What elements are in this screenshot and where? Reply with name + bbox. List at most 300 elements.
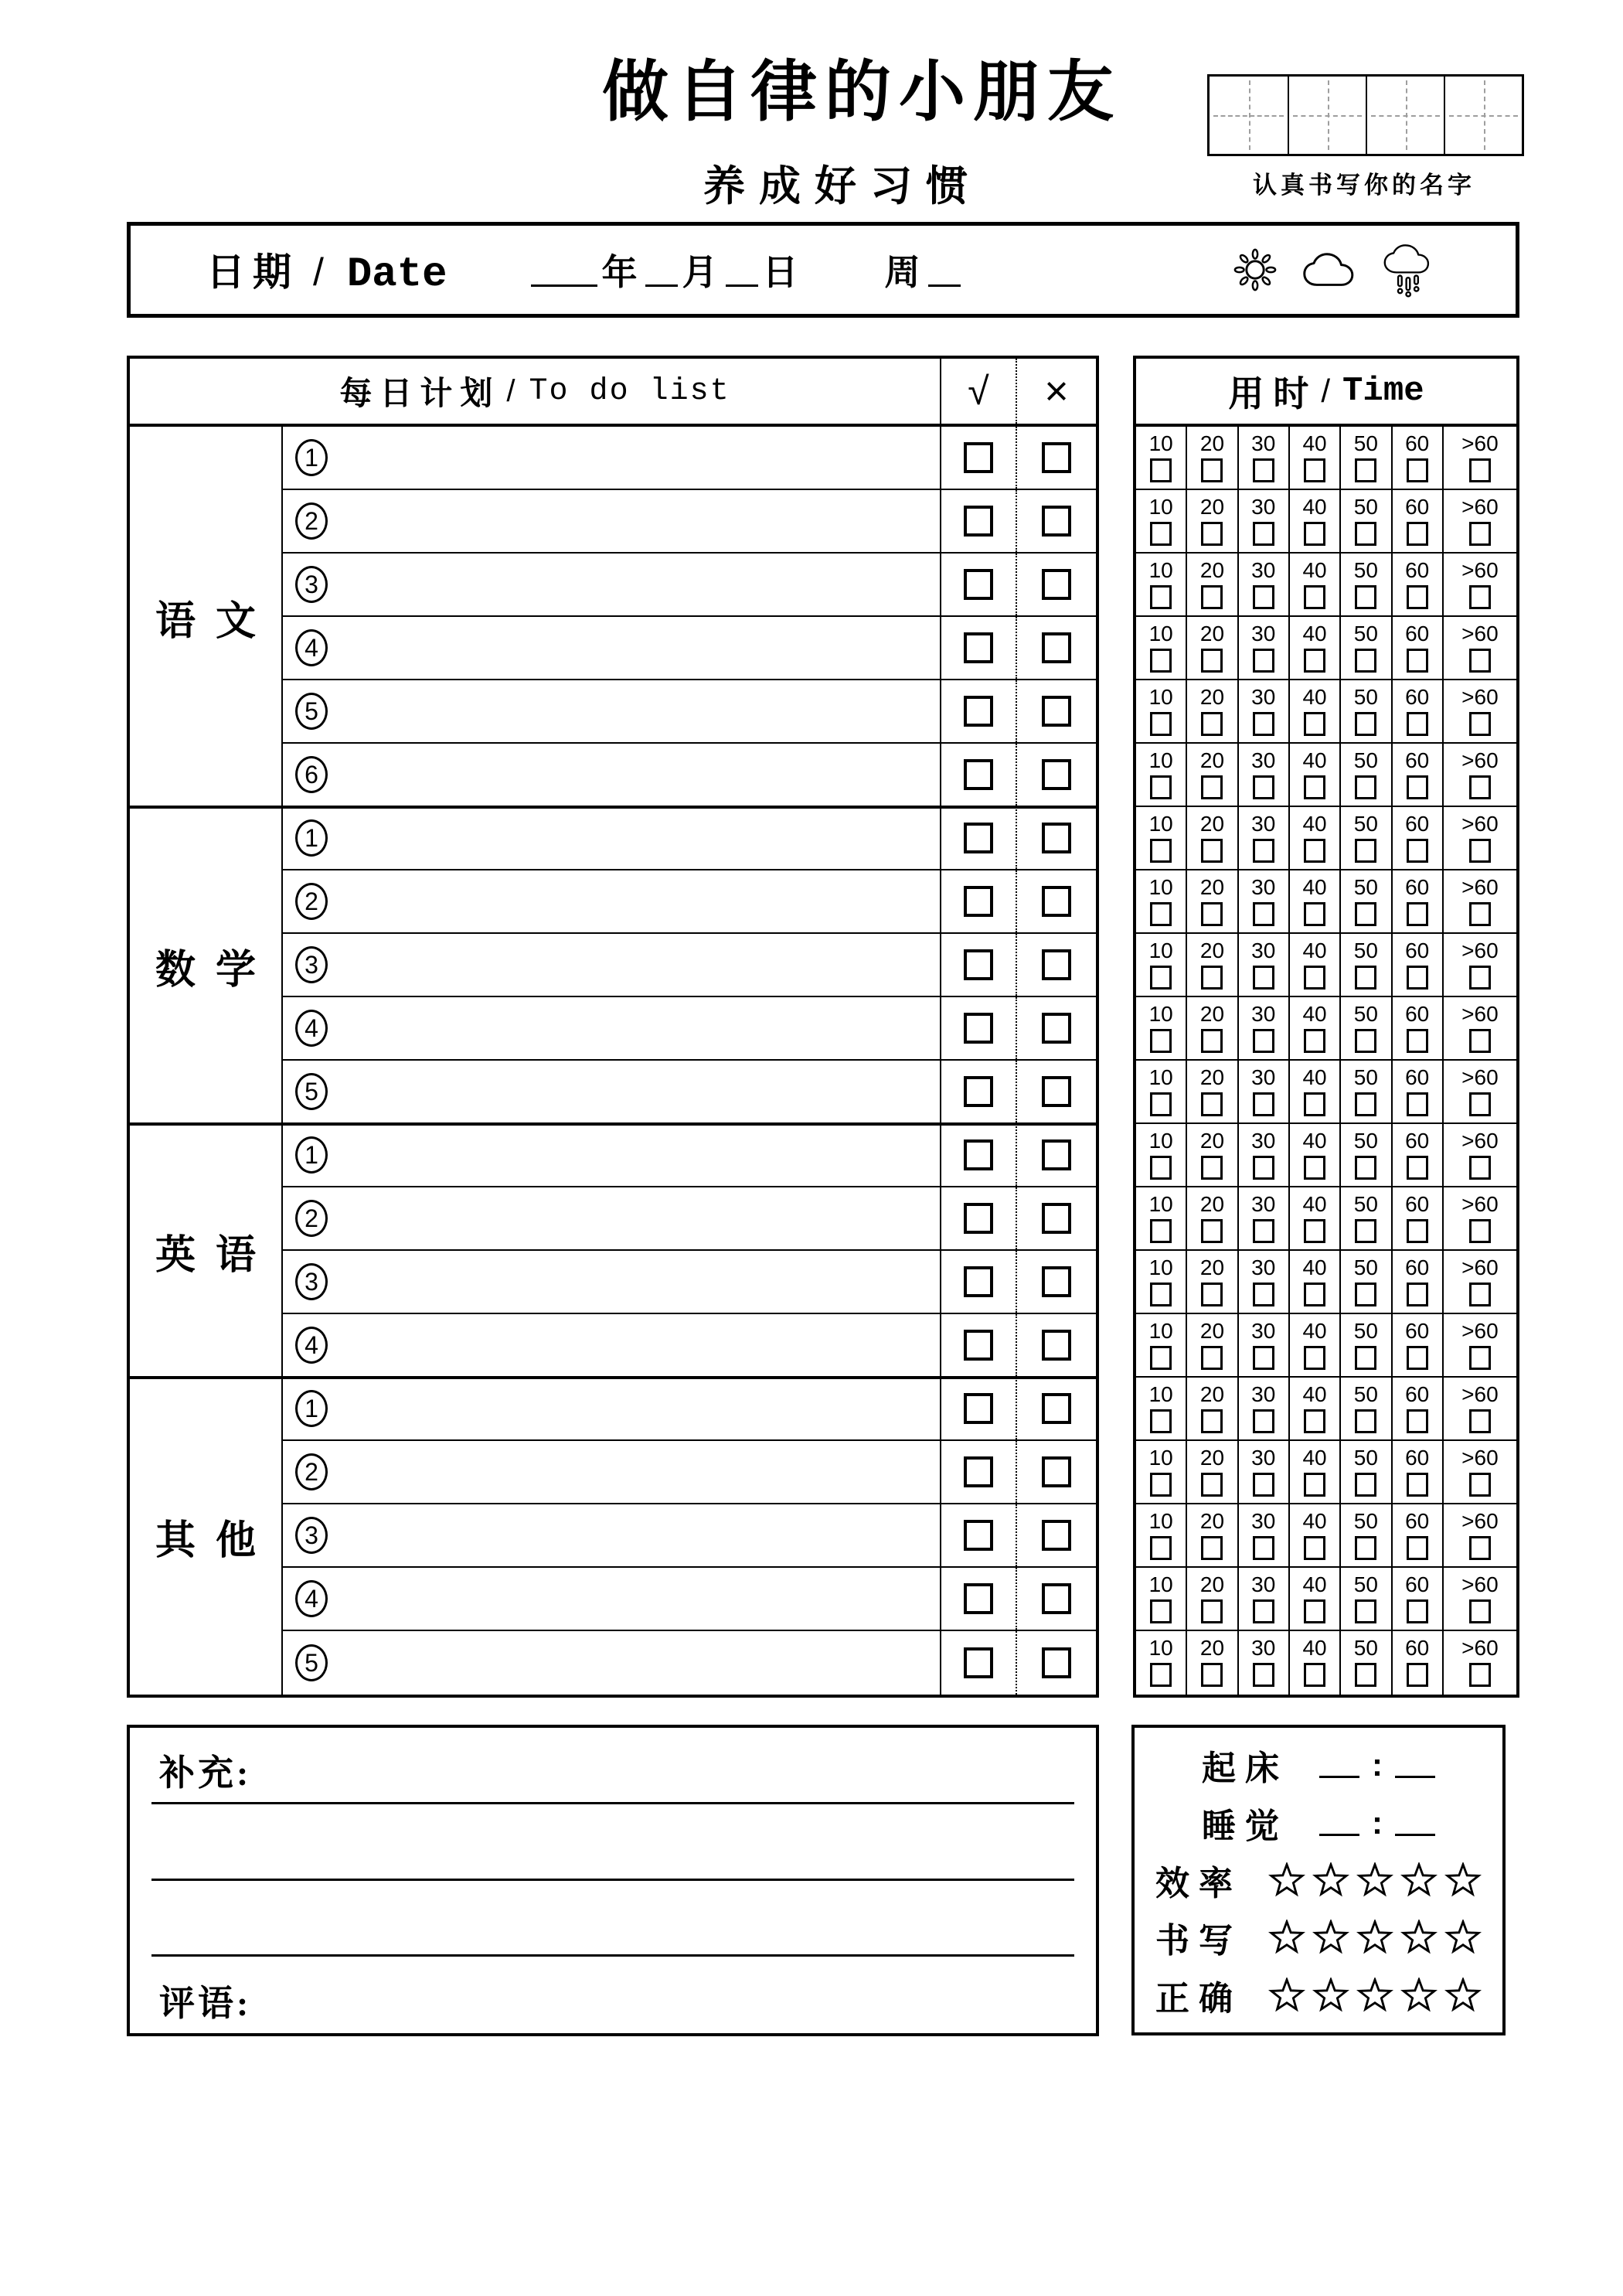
time-cell (1136, 1504, 1187, 1566)
time-checkbox[interactable] (1469, 649, 1491, 673)
time-checkbox[interactable] (1407, 1092, 1428, 1116)
time-checkbox[interactable] (1304, 522, 1325, 546)
time-checkbox[interactable] (1150, 1473, 1172, 1497)
time-checkbox[interactable] (1355, 585, 1376, 609)
hour-blank[interactable] (1319, 1752, 1359, 1778)
not-done-checkbox[interactable] (1042, 1076, 1071, 1107)
time-checkbox[interactable] (1407, 1346, 1428, 1370)
done-checkbox[interactable] (964, 886, 993, 917)
task-input-line[interactable] (328, 744, 940, 806)
time-checkbox[interactable] (1407, 902, 1428, 926)
time-value-label: 60 (1405, 558, 1430, 582)
time-checkbox[interactable] (1469, 1536, 1491, 1560)
time-cell (1136, 1251, 1187, 1313)
time-checkbox[interactable] (1150, 522, 1172, 546)
done-checkbox[interactable] (964, 1456, 993, 1487)
time-value-label: >60 (1461, 431, 1499, 455)
time-checkbox[interactable] (1355, 775, 1376, 799)
time-checkbox[interactable] (1355, 712, 1376, 736)
time-checkbox[interactable] (1407, 649, 1428, 673)
time-checkbox[interactable] (1150, 458, 1172, 482)
task-input-line[interactable] (328, 1124, 940, 1186)
time-cell (1444, 554, 1516, 615)
time-checkbox[interactable] (1253, 1409, 1274, 1433)
time-checkbox[interactable] (1150, 1283, 1172, 1306)
done-checkbox[interactable] (964, 442, 993, 473)
section-rows (283, 427, 1096, 807)
not-done-checkbox[interactable] (1042, 442, 1071, 473)
time-value-label: 40 (1302, 1509, 1327, 1533)
todo-row (283, 427, 1096, 490)
time-checkbox[interactable] (1253, 458, 1274, 482)
time-cell (1393, 807, 1444, 869)
minute-blank[interactable] (1395, 1810, 1435, 1836)
not-done-checkbox[interactable] (1042, 759, 1071, 790)
time-checkbox[interactable] (1201, 458, 1223, 482)
done-checkbox[interactable] (964, 949, 993, 980)
time-checkbox[interactable] (1150, 775, 1172, 799)
star-icon[interactable] (1312, 1862, 1349, 1898)
time-checkbox[interactable] (1469, 1663, 1491, 1687)
time-cell (1341, 554, 1392, 615)
task-input-line[interactable] (328, 427, 940, 489)
time-checkbox[interactable] (1150, 839, 1172, 863)
time-checkbox[interactable] (1253, 775, 1274, 799)
rain-icon[interactable] (1380, 242, 1438, 298)
time-checkbox[interactable] (1253, 712, 1274, 736)
time-checkbox[interactable] (1304, 1219, 1325, 1243)
time-checkbox[interactable] (1150, 1092, 1172, 1116)
star-icon[interactable] (1356, 1862, 1393, 1898)
not-done-checkbox[interactable] (1042, 1203, 1071, 1234)
time-cell (1341, 807, 1392, 869)
time-checkbox[interactable] (1150, 1536, 1172, 1560)
task-input-line[interactable] (328, 1251, 940, 1313)
done-cell (940, 1314, 1016, 1376)
star-icon[interactable] (1400, 1862, 1438, 1898)
time-checkbox[interactable] (1150, 649, 1172, 673)
time-value-label: 50 (1353, 431, 1378, 455)
time-checkbox[interactable] (1469, 1599, 1491, 1623)
done-cell (940, 1441, 1016, 1503)
not-done-cell (1016, 1504, 1096, 1566)
time-cell (1444, 807, 1516, 869)
done-checkbox[interactable] (964, 1393, 993, 1424)
time-checkbox[interactable] (1150, 1599, 1172, 1623)
time-checkbox[interactable] (1469, 1156, 1491, 1180)
time-cell (1290, 1314, 1341, 1376)
task-input-line[interactable] (328, 554, 940, 615)
time-checkbox[interactable] (1469, 1409, 1491, 1433)
time-cell (1393, 680, 1444, 742)
time-checkbox[interactable] (1201, 1283, 1223, 1306)
task-input-line[interactable] (328, 807, 940, 869)
cloud-icon[interactable] (1299, 250, 1358, 289)
time-checkbox[interactable] (1355, 1663, 1376, 1687)
not-done-cell (1016, 680, 1096, 742)
day-label: 日 (762, 253, 798, 292)
time-checkbox[interactable] (1469, 712, 1491, 736)
todo-section (130, 427, 1096, 807)
done-cell (940, 1631, 1016, 1695)
not-done-checkbox[interactable] (1042, 1266, 1071, 1297)
time-value-label: 20 (1199, 1572, 1225, 1596)
done-checkbox[interactable] (964, 506, 993, 537)
note-line[interactable] (151, 1954, 1074, 1957)
time-checkbox[interactable] (1201, 522, 1223, 546)
time-checkbox[interactable] (1469, 775, 1491, 799)
time-checkbox[interactable] (1304, 1092, 1325, 1116)
time-checkbox[interactable] (1355, 1536, 1376, 1560)
time-checkbox[interactable] (1253, 649, 1274, 673)
done-checkbox[interactable] (964, 823, 993, 853)
time-checkbox[interactable] (1469, 522, 1491, 546)
note-line[interactable] (151, 1879, 1074, 1881)
done-checkbox[interactable] (964, 632, 993, 663)
time-checkbox[interactable] (1469, 1092, 1491, 1116)
time-checkbox[interactable] (1407, 585, 1428, 609)
time-value-label: 30 (1251, 1192, 1276, 1216)
time-checkbox[interactable] (1150, 585, 1172, 609)
done-checkbox[interactable] (964, 1203, 993, 1234)
day-blank[interactable] (726, 253, 758, 287)
time-checkbox[interactable] (1304, 966, 1325, 990)
time-checkbox[interactable] (1253, 839, 1274, 863)
time-checkbox[interactable] (1150, 902, 1172, 926)
time-checkbox[interactable] (1355, 1219, 1376, 1243)
hour-blank[interactable] (1319, 1810, 1359, 1836)
not-done-checkbox[interactable] (1042, 823, 1071, 853)
week-blank[interactable] (928, 253, 961, 287)
done-cell (940, 997, 1016, 1059)
time-checkbox[interactable] (1150, 1029, 1172, 1053)
time-checkbox[interactable] (1253, 522, 1274, 546)
task-input-line[interactable] (328, 870, 940, 932)
time-checkbox[interactable] (1253, 1346, 1274, 1370)
todo-row (283, 554, 1096, 617)
not-done-checkbox[interactable] (1042, 506, 1071, 537)
time-value-label: 30 (1251, 622, 1276, 646)
time-value-label: 20 (1199, 748, 1225, 772)
not-done-checkbox[interactable] (1042, 696, 1071, 727)
time-checkbox[interactable] (1407, 775, 1428, 799)
not-done-checkbox[interactable] (1042, 632, 1071, 663)
time-checkbox[interactable] (1469, 1346, 1491, 1370)
year-blank[interactable] (531, 253, 597, 287)
time-cell (1341, 744, 1392, 806)
done-checkbox[interactable] (964, 1266, 993, 1297)
time-checkbox[interactable] (1407, 1409, 1428, 1433)
name-box[interactable] (1366, 77, 1444, 154)
time-value-label: 50 (1353, 622, 1378, 646)
time-checkbox[interactable] (1304, 585, 1325, 609)
summary-row (1135, 1913, 1502, 1962)
task-input-line[interactable] (328, 934, 940, 996)
time-checkbox[interactable] (1355, 1029, 1376, 1053)
note-line[interactable] (151, 1802, 1074, 1804)
time-value-label: 10 (1148, 1636, 1173, 1660)
time-checkbox[interactable] (1150, 1346, 1172, 1370)
done-checkbox[interactable] (964, 569, 993, 600)
time-value-label: 20 (1199, 1636, 1225, 1660)
time-checkbox[interactable] (1150, 1409, 1172, 1433)
time-checkbox[interactable] (1355, 1092, 1376, 1116)
time-checkbox[interactable] (1355, 1473, 1376, 1497)
time-value-label: 40 (1302, 1446, 1327, 1470)
time-value-label: 60 (1405, 685, 1430, 709)
not-done-checkbox[interactable] (1042, 1330, 1071, 1361)
star-icon[interactable] (1400, 1920, 1438, 1955)
time-checkbox[interactable] (1407, 1156, 1428, 1180)
time-checkbox[interactable] (1407, 712, 1428, 736)
time-checkbox[interactable] (1304, 1029, 1325, 1053)
time-checkbox[interactable] (1407, 1219, 1428, 1243)
done-cell (940, 807, 1016, 869)
month-blank[interactable] (645, 253, 678, 287)
done-checkbox[interactable] (964, 1647, 993, 1678)
time-checkbox[interactable] (1201, 649, 1223, 673)
time-checkbox[interactable] (1304, 775, 1325, 799)
time-value-label: 60 (1405, 812, 1430, 836)
time-value-label: 40 (1302, 1002, 1327, 1026)
time-checkbox[interactable] (1201, 1156, 1223, 1180)
time-checkbox[interactable] (1253, 1283, 1274, 1306)
time-checkbox[interactable] (1355, 902, 1376, 926)
time-value-label: 10 (1148, 1446, 1173, 1470)
summary-label: 书写 (1155, 1922, 1242, 1960)
time-value-label: 20 (1199, 938, 1225, 962)
star-icon[interactable] (1356, 1977, 1393, 2013)
time-checkbox[interactable] (1150, 1156, 1172, 1180)
task-input-line[interactable] (328, 680, 940, 742)
not-done-checkbox[interactable] (1042, 1647, 1071, 1678)
time-cell (1444, 1631, 1516, 1695)
time-checkbox[interactable] (1407, 966, 1428, 990)
not-done-checkbox[interactable] (1042, 1520, 1071, 1551)
task-input-line[interactable] (328, 997, 940, 1059)
time-checkbox[interactable] (1201, 1346, 1223, 1370)
star-icon[interactable] (1268, 1862, 1305, 1898)
time-checkbox[interactable] (1469, 902, 1491, 926)
not-done-checkbox[interactable] (1042, 949, 1071, 980)
time-checkbox[interactable] (1469, 1219, 1491, 1243)
done-cell (940, 1378, 1016, 1439)
time-cell (1444, 1124, 1516, 1186)
time-checkbox[interactable] (1304, 1283, 1325, 1306)
time-checkbox[interactable] (1201, 839, 1223, 863)
time-checkbox[interactable] (1201, 585, 1223, 609)
task-input-line[interactable] (328, 617, 940, 679)
todo-row (283, 1378, 1096, 1441)
time-value-label: 50 (1353, 748, 1378, 772)
name-box[interactable] (1210, 77, 1288, 154)
time-checkbox[interactable] (1355, 839, 1376, 863)
time-checkbox[interactable] (1253, 585, 1274, 609)
time-checkbox[interactable] (1201, 1599, 1223, 1623)
name-box[interactable] (1444, 77, 1522, 154)
not-done-checkbox[interactable] (1042, 1013, 1071, 1044)
time-checkbox[interactable] (1407, 1283, 1428, 1306)
done-checkbox[interactable] (964, 1520, 993, 1551)
time-checkbox[interactable] (1355, 649, 1376, 673)
task-input-line[interactable] (328, 1568, 940, 1630)
star-icon[interactable] (1444, 1862, 1482, 1898)
time-value-label: >60 (1461, 1319, 1499, 1343)
time-checkbox[interactable] (1253, 1599, 1274, 1623)
time-checkbox[interactable] (1253, 1473, 1274, 1497)
time-checkbox[interactable] (1355, 966, 1376, 990)
done-checkbox[interactable] (964, 1583, 993, 1614)
time-checkbox[interactable] (1407, 1473, 1428, 1497)
star-icon[interactable] (1312, 1977, 1349, 2013)
time-checkbox[interactable] (1355, 458, 1376, 482)
time-checkbox[interactable] (1469, 966, 1491, 990)
time-cell (1136, 1441, 1187, 1503)
time-checkbox[interactable] (1253, 1219, 1274, 1243)
todo-row (283, 1124, 1096, 1187)
time-checkbox[interactable] (1201, 1029, 1223, 1053)
time-checkbox[interactable] (1201, 1092, 1223, 1116)
todo-row (283, 1504, 1096, 1568)
not-done-cell (1016, 490, 1096, 552)
not-done-checkbox[interactable] (1042, 1393, 1071, 1424)
time-checkbox[interactable] (1150, 966, 1172, 990)
time-checkbox[interactable] (1201, 1536, 1223, 1560)
star-icon[interactable] (1268, 1977, 1305, 2013)
time-checkbox[interactable] (1304, 458, 1325, 482)
not-done-checkbox[interactable] (1042, 1583, 1071, 1614)
time-checkbox[interactable] (1407, 1663, 1428, 1687)
time-cell (1187, 1631, 1238, 1695)
task-input-line[interactable] (328, 1441, 940, 1503)
time-value-label: 60 (1405, 1446, 1430, 1470)
time-checkbox[interactable] (1150, 1663, 1172, 1687)
time-checkbox[interactable] (1304, 1346, 1325, 1370)
item-number-circle: 6 (295, 756, 328, 793)
time-checkbox[interactable] (1304, 1409, 1325, 1433)
time-checkbox[interactable] (1304, 1156, 1325, 1180)
time-checkbox[interactable] (1253, 1092, 1274, 1116)
not-done-checkbox[interactable] (1042, 886, 1071, 917)
time-checkbox[interactable] (1201, 775, 1223, 799)
time-checkbox[interactable] (1469, 1283, 1491, 1306)
time-checkbox[interactable] (1150, 712, 1172, 736)
time-checkbox[interactable] (1355, 1156, 1376, 1180)
time-checkbox[interactable] (1355, 1283, 1376, 1306)
not-done-checkbox[interactable] (1042, 1139, 1071, 1170)
done-checkbox[interactable] (964, 696, 993, 727)
time-cell (1444, 1314, 1516, 1376)
task-input-line[interactable] (328, 1378, 940, 1439)
time-checkbox[interactable] (1253, 1536, 1274, 1560)
time-checkbox[interactable] (1407, 522, 1428, 546)
star-icon[interactable] (1444, 1920, 1482, 1955)
task-input-line[interactable] (328, 1504, 940, 1566)
time-checkbox[interactable] (1355, 1346, 1376, 1370)
time-checkbox[interactable] (1304, 902, 1325, 926)
time-checkbox[interactable] (1304, 649, 1325, 673)
time-checkbox[interactable] (1201, 1473, 1223, 1497)
task-input-line[interactable] (328, 490, 940, 552)
task-input-line[interactable] (328, 1631, 940, 1695)
time-checkbox[interactable] (1201, 712, 1223, 736)
name-box[interactable] (1288, 77, 1366, 154)
time-checkbox[interactable] (1304, 1599, 1325, 1623)
time-checkbox[interactable] (1304, 1663, 1325, 1687)
time-checkbox[interactable] (1355, 1599, 1376, 1623)
minute-blank[interactable] (1395, 1752, 1435, 1778)
sun-icon[interactable] (1233, 247, 1278, 292)
task-input-line[interactable] (328, 1187, 940, 1249)
time-value-label: 50 (1353, 938, 1378, 962)
not-done-checkbox[interactable] (1042, 1456, 1071, 1487)
star-icon[interactable] (1444, 1977, 1482, 2013)
time-checkbox[interactable] (1304, 1473, 1325, 1497)
task-input-line[interactable] (328, 1314, 940, 1376)
time-checkbox[interactable] (1201, 1663, 1223, 1687)
time-checkbox[interactable] (1201, 1219, 1223, 1243)
time-checkbox[interactable] (1201, 902, 1223, 926)
summary-row (1135, 1855, 1502, 1905)
time-checkbox[interactable] (1253, 1663, 1274, 1687)
time-checkbox[interactable] (1407, 1536, 1428, 1560)
star-icon[interactable] (1356, 1920, 1393, 1955)
time-checkbox[interactable] (1253, 1029, 1274, 1053)
time-value-label: 60 (1405, 1255, 1430, 1279)
time-checkbox[interactable] (1469, 1029, 1491, 1053)
not-done-checkbox[interactable] (1042, 569, 1071, 600)
time-value-label: 60 (1405, 1002, 1430, 1026)
time-cell (1444, 870, 1516, 932)
time-checkbox[interactable] (1355, 1409, 1376, 1433)
time-checkbox[interactable] (1355, 522, 1376, 546)
time-value-label: 30 (1251, 1572, 1276, 1596)
time-checkbox[interactable] (1469, 458, 1491, 482)
time-checkbox[interactable] (1407, 1029, 1428, 1053)
star-icon[interactable] (1400, 1977, 1438, 2013)
time-checkbox[interactable] (1150, 1219, 1172, 1243)
item-number-circle: 3 (295, 1263, 328, 1300)
done-checkbox[interactable] (964, 1013, 993, 1044)
time-checkbox[interactable] (1253, 902, 1274, 926)
time-checkbox[interactable] (1469, 1473, 1491, 1497)
time-checkbox[interactable] (1407, 1599, 1428, 1623)
time-checkbox[interactable] (1407, 839, 1428, 863)
time-checkbox[interactable] (1304, 839, 1325, 863)
time-checkbox[interactable] (1469, 839, 1491, 863)
done-checkbox[interactable] (964, 1076, 993, 1107)
time-checkbox[interactable] (1304, 1536, 1325, 1560)
time-checkbox[interactable] (1469, 585, 1491, 609)
time-value-label: 20 (1199, 1192, 1225, 1216)
star-icon[interactable] (1268, 1920, 1305, 1955)
done-checkbox[interactable] (964, 1139, 993, 1170)
task-input-line[interactable] (328, 1061, 940, 1122)
time-checkbox[interactable] (1201, 966, 1223, 990)
item-number-circle: 3 (295, 566, 328, 603)
time-checkbox[interactable] (1253, 1156, 1274, 1180)
time-checkbox[interactable] (1304, 712, 1325, 736)
time-value-label: 60 (1405, 1319, 1430, 1343)
time-row (1136, 1631, 1516, 1695)
done-checkbox[interactable] (964, 759, 993, 790)
done-checkbox[interactable] (964, 1330, 993, 1361)
time-checkbox[interactable] (1253, 966, 1274, 990)
time-checkbox[interactable] (1201, 1409, 1223, 1433)
star-icon[interactable] (1312, 1920, 1349, 1955)
time-checkbox[interactable] (1407, 458, 1428, 482)
time-value-label: 40 (1302, 1382, 1327, 1406)
